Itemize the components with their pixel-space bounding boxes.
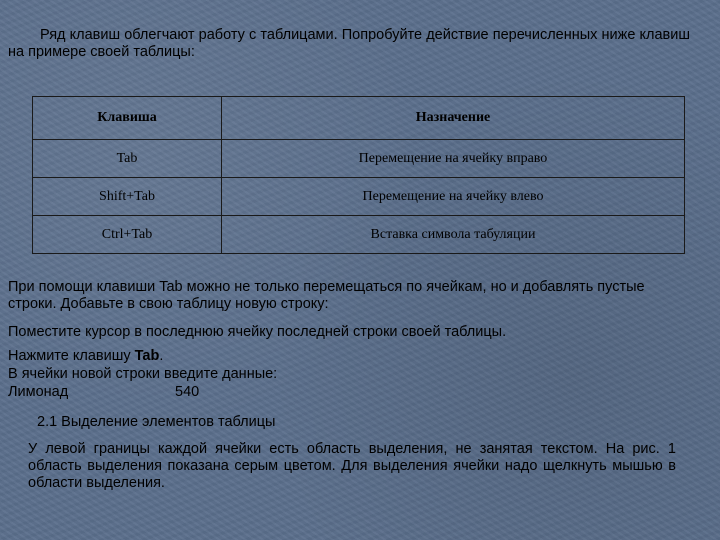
header-key: Клавиша [33,97,222,140]
cell-purpose: Перемещение на ячейку влево [222,178,685,216]
table-row [33,140,685,178]
tab-rows-paragraph: При помощи клавиши Tab можно не только перемещаться по ячейкам, но и добавлять пустые строки. Добавьте в свою таблицу новую строку: [8,279,645,312]
table-header-row [33,97,685,140]
selection-area-paragraph: У левой границы каждой ячейки есть область выделения, не занятая текстом. На рис. 1 область выделения показана серым цветом. Для выделения ячейки надо щелкнуть мышью в области выделения. [28,441,676,491]
cell-purpose: Перемещение на ячейку вправо [222,140,685,178]
press-tab-key: Tab [134,348,160,364]
data-line [8,384,308,401]
enter-data-instruction: В ячейки новой строки введите данные: [8,366,278,382]
data-item: Лимонад [8,384,69,400]
cell-key: Ctrl+Tab [33,216,222,254]
keys-table [32,96,685,254]
press-tab-instruction [8,348,690,365]
press-tab-prefix: Нажмите клавишу [8,348,135,364]
table-row [33,178,685,216]
cursor-instruction: Поместите курсор в последнюю ячейку последней строки своей таблицы. [8,324,507,340]
table-row [33,216,685,254]
cell-key: Tab [33,140,222,178]
section-heading: 2.1 Выделение элементов таблицы [37,414,276,430]
intro-paragraph: Ряд клавиш облегчают работу с таблицами. Попробуйте действие перечисленных ниже клавиш на примере своей таблицы: [8,27,690,60]
cell-key: Shift+Tab [33,178,222,216]
data-value: 540 [175,384,200,400]
header-purpose: Назначение [222,97,685,140]
cell-purpose: Вставка символа табуляции [222,216,685,254]
press-tab-suffix: . [159,348,164,364]
